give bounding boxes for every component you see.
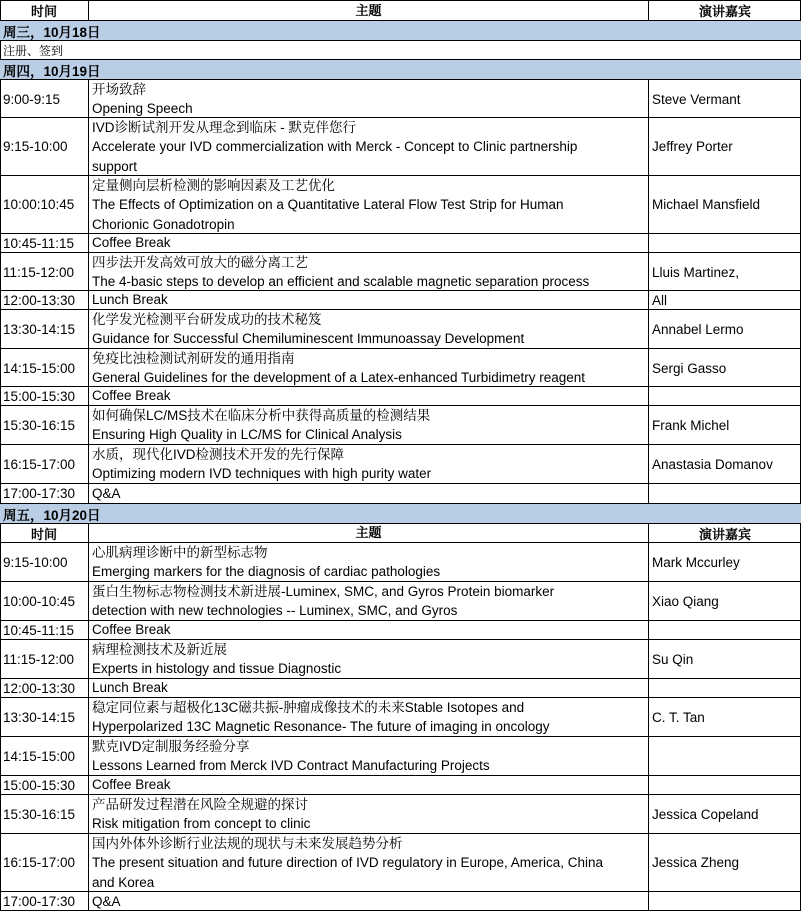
session-topic — [89, 698, 649, 736]
session-time: 10:00:10:45 — [0, 176, 89, 233]
day-label: 周四，10月19日 — [3, 63, 101, 79]
session-speaker: Su Qin — [652, 651, 694, 667]
session-speaker — [649, 484, 801, 503]
session-speaker — [649, 892, 801, 911]
session-topic — [89, 582, 649, 620]
session-speaker: Xiao Qiang — [652, 593, 719, 609]
topic-line: The 4-basic steps to develop an efficient and scalable magnetic separation process — [92, 274, 590, 290]
session-row — [0, 405, 801, 444]
topic-line: 免疫比浊检测试剂研发的通用指南 — [92, 351, 295, 366]
topic-line: and Korea — [92, 874, 155, 890]
topic-line: Coffee Break — [92, 388, 171, 403]
topic-line: 稳定同位素与超极化13C磁共振-肿瘤成像技术的未来Stable Isotopes and — [92, 700, 525, 715]
topic-line: Lessons Learned from Merck IVD Contract Manufacturing Projects — [92, 758, 490, 774]
registration-note: 注册、签到 — [3, 43, 64, 58]
session-row — [0, 117, 801, 175]
header-row — [0, 523, 801, 542]
topic-line: The present situation and future direction of IVD regulatory in Europe, America, China — [92, 855, 604, 871]
session-time: 9:15-10:00 — [0, 118, 89, 175]
topic-line: Lunch Break — [92, 680, 168, 695]
topic-line: Ensuring High Quality in LC/MS for Clinical Analysis — [92, 427, 402, 443]
session-topic — [89, 776, 649, 794]
topic-line: Guidance for Successful Chemiluminescent Immunoassay Development — [92, 331, 525, 347]
session-topic — [89, 795, 649, 833]
session-row — [0, 444, 801, 483]
session-row — [0, 581, 801, 620]
session-topic — [89, 310, 649, 348]
session-time: 9:00-9:15 — [0, 80, 89, 118]
session-topic — [89, 80, 649, 118]
header-speaker: 演讲嘉宾 — [698, 526, 751, 542]
session-time: 17:00-17:30 — [0, 892, 89, 911]
topic-line: 病理检测技术及新近展 — [92, 642, 227, 657]
session-topic — [89, 834, 649, 891]
session-row — [0, 891, 801, 911]
session-speaker: Annabel Lermo — [652, 321, 744, 337]
session-speaker — [649, 387, 801, 405]
session-speaker — [649, 621, 801, 639]
session-row — [0, 697, 801, 736]
topic-line: Experts in histology and tissue Diagnostic — [92, 661, 342, 677]
session-time: 15:00-15:30 — [0, 387, 89, 405]
topic-line: Chorionic Gonadotropin — [92, 216, 235, 232]
session-speaker: Jessica Zheng — [652, 855, 740, 870]
registration-row — [0, 40, 801, 59]
topic-line: Coffee Break — [92, 235, 171, 250]
session-row — [0, 639, 801, 678]
topic-line: 默克IVD定制服务经验分享 — [92, 739, 250, 754]
session-time: 12:00-13:30 — [0, 679, 89, 697]
session-speaker — [649, 234, 801, 252]
session-row — [0, 542, 801, 581]
session-speaker — [649, 679, 801, 697]
session-row — [0, 175, 801, 233]
session-speaker: Lluis Martinez, — [652, 264, 740, 280]
topic-line: Coffee Break — [92, 622, 171, 637]
topic-line: 蛋白生物标志物检测技术新进展-Luminex, SMC, and Gyros Protein biomarker — [92, 584, 555, 599]
topic-line: 如何确保LC/MS技术在临床分析中获得高质量的检测结果 — [92, 408, 431, 423]
topic-line: Lunch Break — [92, 292, 168, 307]
session-topic — [89, 234, 649, 252]
session-row — [0, 794, 801, 833]
session-row — [0, 290, 801, 309]
session-row — [0, 233, 801, 252]
day-row-fri — [0, 503, 801, 523]
session-speaker: C. T. Tan — [652, 709, 705, 725]
session-row — [0, 736, 801, 775]
session-topic — [89, 406, 649, 444]
topic-line: IVD诊断试剂开发从理念到临床 - 默克伴您行 — [92, 120, 357, 135]
session-time: 11:15-12:00 — [0, 253, 89, 291]
session-speaker: Sergi Gasso — [652, 360, 727, 376]
session-speaker: Frank Michel — [652, 417, 730, 433]
session-time: 16:15-17:00 — [0, 834, 89, 891]
session-row — [0, 833, 801, 891]
session-row — [0, 483, 801, 503]
session-speaker: Michael Mansfield — [652, 197, 761, 212]
session-topic — [89, 621, 649, 639]
topic-line: 化学发光检测平台研发成功的技术秘笈 — [92, 312, 322, 327]
topic-line: Emerging markers for the diagnosis of cardiac pathologies — [92, 564, 441, 580]
session-speaker: Jeffrey Porter — [652, 139, 733, 154]
topic-line: detection with new technologies -- Luminex, SMC, and Gyros — [92, 603, 458, 619]
session-topic — [89, 543, 649, 581]
session-time: 14:15-15:00 — [0, 737, 89, 775]
topic-line: 四步法开发高效可放大的磁分离工艺 — [92, 255, 308, 270]
session-topic — [89, 349, 649, 387]
day-row-thu — [0, 59, 801, 79]
day-label: 周五，10月20日 — [3, 507, 101, 523]
session-row — [0, 386, 801, 405]
session-time: 15:30-16:15 — [0, 795, 89, 833]
session-row — [0, 252, 801, 291]
day-label: 周三，10月18日 — [3, 24, 101, 40]
topic-line: Coffee Break — [92, 777, 171, 792]
session-topic — [89, 291, 649, 309]
session-topic — [89, 253, 649, 291]
session-speaker: Mark Mccurley — [652, 554, 740, 570]
session-speaker: Jessica Copeland — [652, 806, 759, 822]
day-row-wed — [0, 20, 801, 40]
session-row — [0, 775, 801, 794]
topic-line: The Effects of Optimization on a Quantitative Lateral Flow Test Strip for Human — [92, 197, 564, 213]
header-speaker: 演讲嘉宾 — [698, 4, 751, 19]
session-speaker — [649, 737, 801, 775]
topic-line: 定量侧向层析检测的影响因素及工艺优化 — [92, 178, 335, 193]
session-topic — [89, 387, 649, 405]
topic-line: 开场致辞 — [92, 82, 146, 97]
session-time: 10:45-11:15 — [0, 234, 89, 252]
topic-line: 产品研发过程潜在风险全规避的探讨 — [92, 797, 308, 812]
session-row — [0, 620, 801, 639]
topic-line: Opening Speech — [92, 101, 193, 117]
session-time: 15:30-16:15 — [0, 406, 89, 444]
session-topic — [89, 892, 649, 911]
session-time: 12:00-13:30 — [0, 291, 89, 309]
session-time: 16:15-17:00 — [0, 445, 89, 483]
topic-line: 心肌病理诊断中的新型标志物 — [92, 545, 268, 560]
topic-line: support — [92, 158, 138, 174]
header-row — [0, 0, 801, 20]
header-topic: 主题 — [89, 524, 649, 542]
session-time: 10:00-10:45 — [0, 582, 89, 620]
session-row — [0, 79, 801, 118]
session-time: 17:00-17:30 — [0, 484, 89, 503]
session-topic — [89, 445, 649, 483]
session-topic — [89, 118, 649, 175]
session-time: 13:30-14:15 — [0, 310, 89, 348]
session-time: 14:15-15:00 — [0, 349, 89, 387]
session-topic — [89, 176, 649, 233]
topic-line: Optimizing modern IVD techniques with high purity water — [92, 466, 432, 482]
session-row — [0, 309, 801, 348]
session-time: 13:30-14:15 — [0, 698, 89, 736]
topic-line: Accelerate your IVD commercialization with Merck - Concept to Clinic partnership — [92, 139, 578, 155]
session-topic — [89, 484, 649, 503]
session-speaker: Steve Vermant — [652, 91, 741, 107]
session-row — [0, 678, 801, 697]
session-time: 10:45-11:15 — [0, 621, 89, 639]
session-time: 9:15-10:00 — [0, 543, 89, 581]
session-speaker: Anastasia Domanov — [652, 456, 773, 472]
session-topic — [89, 737, 649, 775]
topic-line: Hyperpolarized 13C Magnetic Resonance- The future of imaging in oncology — [92, 719, 550, 735]
session-row — [0, 348, 801, 387]
session-topic — [89, 640, 649, 678]
topic-line: 国内外体外诊断行业法规的现状与未来发展趋势分析 — [92, 836, 403, 851]
topic-line: Q&A — [92, 894, 121, 909]
header-time: 时间 — [0, 1, 89, 20]
topic-line: Q&A — [92, 486, 121, 501]
topic-line: 水质，现代化IVD检测技术开发的先行保障 — [92, 447, 345, 462]
topic-line: General Guidelines for the development of a Latex-enhanced Turbidimetry reagent — [92, 370, 586, 386]
header-topic: 主题 — [89, 1, 649, 20]
session-speaker — [649, 776, 801, 794]
header-time: 时间 — [0, 524, 89, 542]
session-speaker: All — [652, 292, 668, 308]
session-time: 15:00-15:30 — [0, 776, 89, 794]
session-time: 11:15-12:00 — [0, 640, 89, 678]
topic-line: Risk mitigation from concept to clinic — [92, 816, 311, 832]
session-topic — [89, 679, 649, 697]
